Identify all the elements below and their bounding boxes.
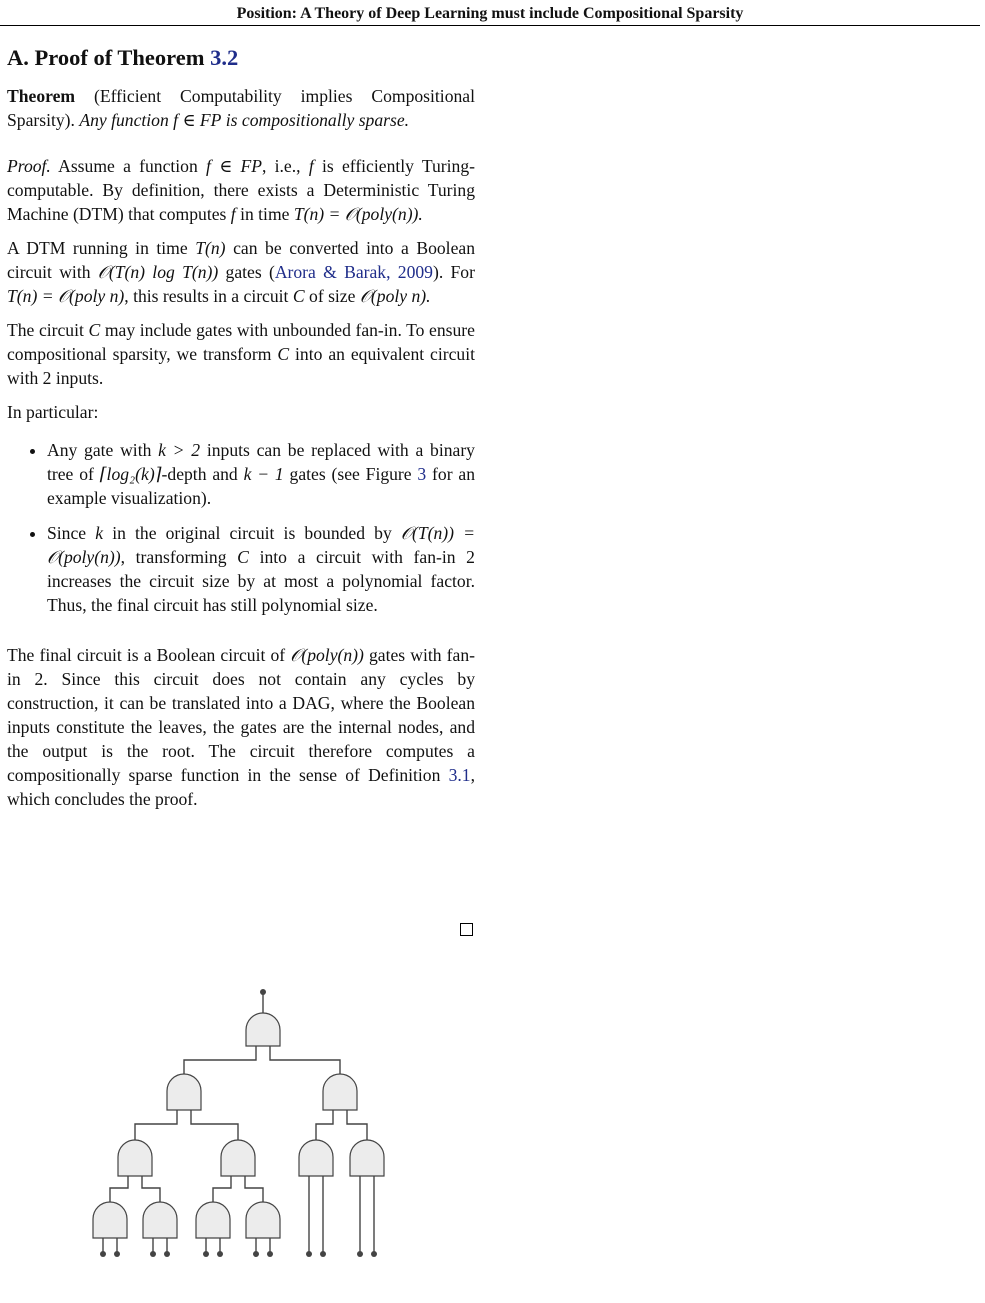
input-terminals — [100, 1251, 377, 1257]
section-title-text: A. Proof of Theorem — [7, 45, 205, 70]
math-T-eq: T(n) = 𝒪(poly n) — [7, 286, 125, 306]
text: gates with fan-in 2. Since this circuit does not contain any cycles by construction, it can be translated into a DAG, where the Boolean inputs constitute the leaves, the gates are the internal nodes, and the output is the root. The circuit therefore computes a compositionally sparse function in the sense of Definition — [7, 645, 475, 785]
math-f-in-fp: f ∈ FP — [206, 156, 262, 176]
text: may include gates with unbounded fan-in. To ensure compositional sparsity, we transform — [7, 320, 475, 364]
wire — [110, 1176, 128, 1202]
theorem-name: (Efficient Computability implies Compositional Sparsity). — [7, 86, 475, 130]
text: in time — [240, 204, 290, 224]
text: inputs can be replaced with a binary tree of — [47, 440, 475, 484]
math-poly-gates: 𝒪(poly(n)) — [290, 645, 364, 665]
text: into an equivalent circuit with 2 inputs. — [7, 344, 475, 388]
theorem-block — [7, 84, 475, 132]
wire — [270, 1046, 340, 1074]
text: Assume a function — [58, 156, 198, 176]
theorem-ref-link[interactable]: 3.2 — [210, 45, 239, 70]
text: The circuit — [7, 320, 84, 340]
binary-tree-circuit-figure — [80, 982, 400, 1262]
text: , this results in a circuit — [124, 286, 289, 306]
math-depth: ⌈log₂(k)⌉ — [99, 464, 162, 484]
proof-paragraph-4: In particular: — [7, 402, 99, 422]
and-gate — [196, 1202, 230, 1238]
wire — [135, 1110, 177, 1140]
main-column — [7, 40, 475, 821]
citation-link[interactable]: Arora & Barak, 2009 — [274, 262, 433, 282]
text: gates (see Figure — [289, 464, 412, 484]
theorem-label: Theorem — [7, 86, 76, 106]
proof-bullet-list — [7, 438, 475, 617]
qed-symbol — [460, 923, 473, 936]
text: gates ( — [225, 262, 275, 282]
text: into a circuit with fan-in 2 increases the circuit size by at most a polynomial factor. Thus, the final circuit has still polynomial size. — [47, 547, 475, 615]
wire — [245, 1176, 263, 1202]
wire — [316, 1110, 333, 1140]
math-size: 𝒪(poly n). — [359, 286, 431, 306]
text: , transforming — [120, 547, 227, 567]
math-time-bound: T(n) = 𝒪(poly(n)). — [293, 204, 423, 224]
text: Since — [47, 523, 87, 543]
wire — [213, 1176, 231, 1202]
text: for an example visualization). — [47, 464, 475, 508]
math-C: C — [292, 286, 305, 306]
text: in the original circuit is bounded by — [112, 523, 392, 543]
theorem-statement-b: is compositionally sparse. — [225, 110, 410, 130]
math-f-in-fp: f ∈ FP — [173, 110, 222, 130]
text: is efficiently Turing-computable. By definition, there exists a Deterministic Turing Machine (DTM) that computes — [7, 156, 476, 224]
wire — [191, 1110, 238, 1140]
and-gate — [246, 1202, 280, 1238]
proof-paragraph-1 — [7, 154, 475, 226]
text: can be converted into a Boolean circuit with — [7, 238, 475, 282]
math-C: C — [237, 547, 249, 567]
math-C: C — [277, 344, 290, 364]
wire — [142, 1176, 160, 1202]
math-f: f — [308, 156, 314, 176]
proof-paragraph-2 — [7, 236, 475, 308]
text: A DTM running in time — [7, 238, 188, 258]
math-k-bound: 𝒪(T(n)) = 𝒪(poly(n)) — [47, 523, 475, 567]
text: , i.e., — [261, 156, 301, 176]
wire — [103, 1238, 270, 1252]
text: Any gate with — [47, 440, 152, 460]
wire — [184, 1046, 256, 1074]
and-gate — [323, 1074, 357, 1110]
running-head: Position: A Theory of Deep Learning must include Compositional Sparsity — [236, 5, 744, 22]
math-T-n: T(n) — [195, 238, 226, 258]
figure-ref-link[interactable]: 3 — [417, 464, 427, 484]
proof-label: Proof. — [7, 156, 51, 176]
proof-paragraph-5 — [7, 643, 475, 811]
text: of size — [309, 286, 356, 306]
and-gate — [167, 1074, 201, 1110]
and-gate — [143, 1202, 177, 1238]
math-C: C — [88, 320, 101, 340]
header-rule — [0, 25, 980, 26]
math-f: f — [230, 204, 236, 224]
theorem-statement-a: Any function — [79, 110, 169, 130]
section-title — [7, 44, 475, 72]
and-gate — [118, 1140, 152, 1176]
text: , which concludes the proof. — [7, 765, 475, 809]
bullet-item-1 — [47, 438, 475, 510]
output-terminal — [260, 989, 266, 995]
text: -depth and — [161, 464, 238, 484]
and-gate — [221, 1140, 255, 1176]
and-gate-root — [246, 1013, 280, 1046]
bullet-item-2 — [47, 521, 475, 617]
proof-paragraph-3 — [7, 318, 475, 390]
text: ). For — [432, 262, 475, 282]
text: The final circuit is a Boolean circuit of — [7, 645, 286, 665]
math-k-gt: k > 2 — [158, 440, 201, 460]
wire — [347, 1110, 367, 1140]
and-gate — [350, 1140, 384, 1176]
math-gates-bound: 𝒪(T(n) log T(n)) — [97, 262, 219, 282]
and-gate — [93, 1202, 127, 1238]
definition-ref-link[interactable]: 3.1 — [448, 765, 471, 785]
math-k-minus: k − 1 — [243, 464, 284, 484]
and-gate — [299, 1140, 333, 1176]
math-k: k — [95, 523, 104, 543]
